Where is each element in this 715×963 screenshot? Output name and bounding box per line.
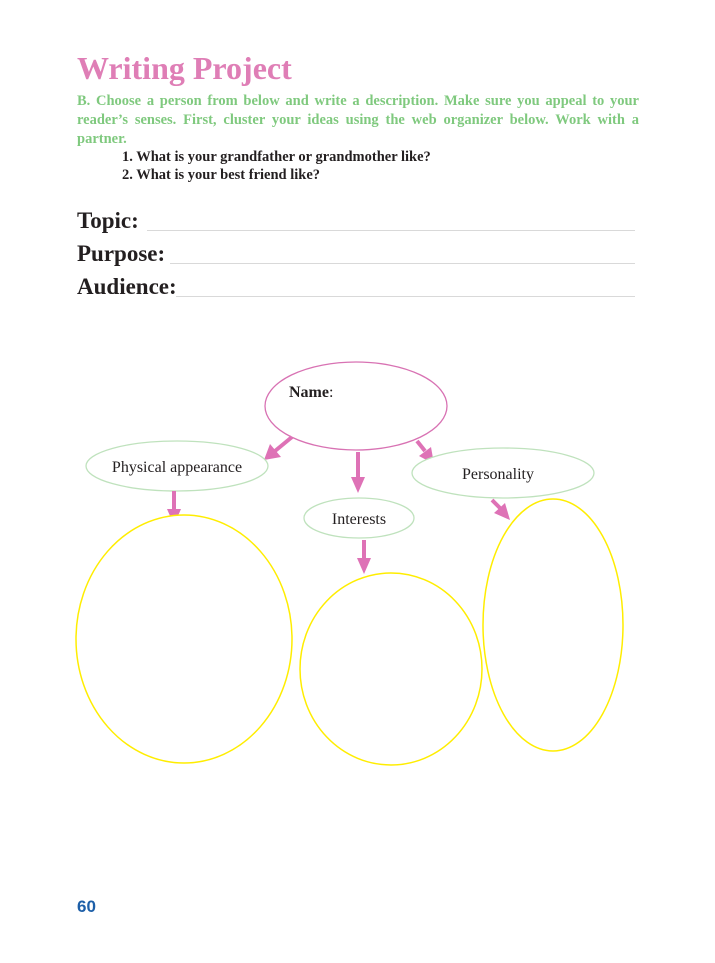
purpose-label: Purpose:	[77, 241, 166, 266]
center-label	[289, 384, 333, 401]
personality-label: Personality	[462, 466, 534, 483]
arrow-interests-to-detail	[357, 540, 371, 574]
topic-label: Topic:	[77, 208, 139, 233]
question-item: 1. What is your grandfather or grandmother like?	[122, 149, 431, 165]
page-number: 60	[77, 897, 96, 916]
interests-label: Interests	[331, 511, 387, 528]
arrow-personality-to-detail	[492, 500, 510, 520]
physical-appearance-label: Physical appearance	[111, 459, 243, 476]
physical-appearance-detail-ellipse[interactable]	[76, 515, 292, 763]
interests-detail-ellipse[interactable]	[300, 573, 482, 765]
question-item: 2. What is your best friend like?	[122, 167, 321, 183]
arrow-to-physical	[264, 437, 292, 460]
instructions: B. Choose a person from below and write a description. Make sure you appeal to your reader’s senses. First, cluster your ideas using the web organizer below. Work with a partner.	[77, 93, 639, 147]
center-colon: :	[328, 384, 334, 401]
center-ellipse[interactable]	[265, 362, 447, 450]
audience-label: Audience:	[77, 274, 177, 299]
center-name-label: Name	[289, 384, 329, 401]
personality-detail-ellipse[interactable]	[483, 499, 623, 751]
page-title: Writing Project	[77, 50, 292, 86]
arrow-to-interests	[351, 452, 365, 493]
